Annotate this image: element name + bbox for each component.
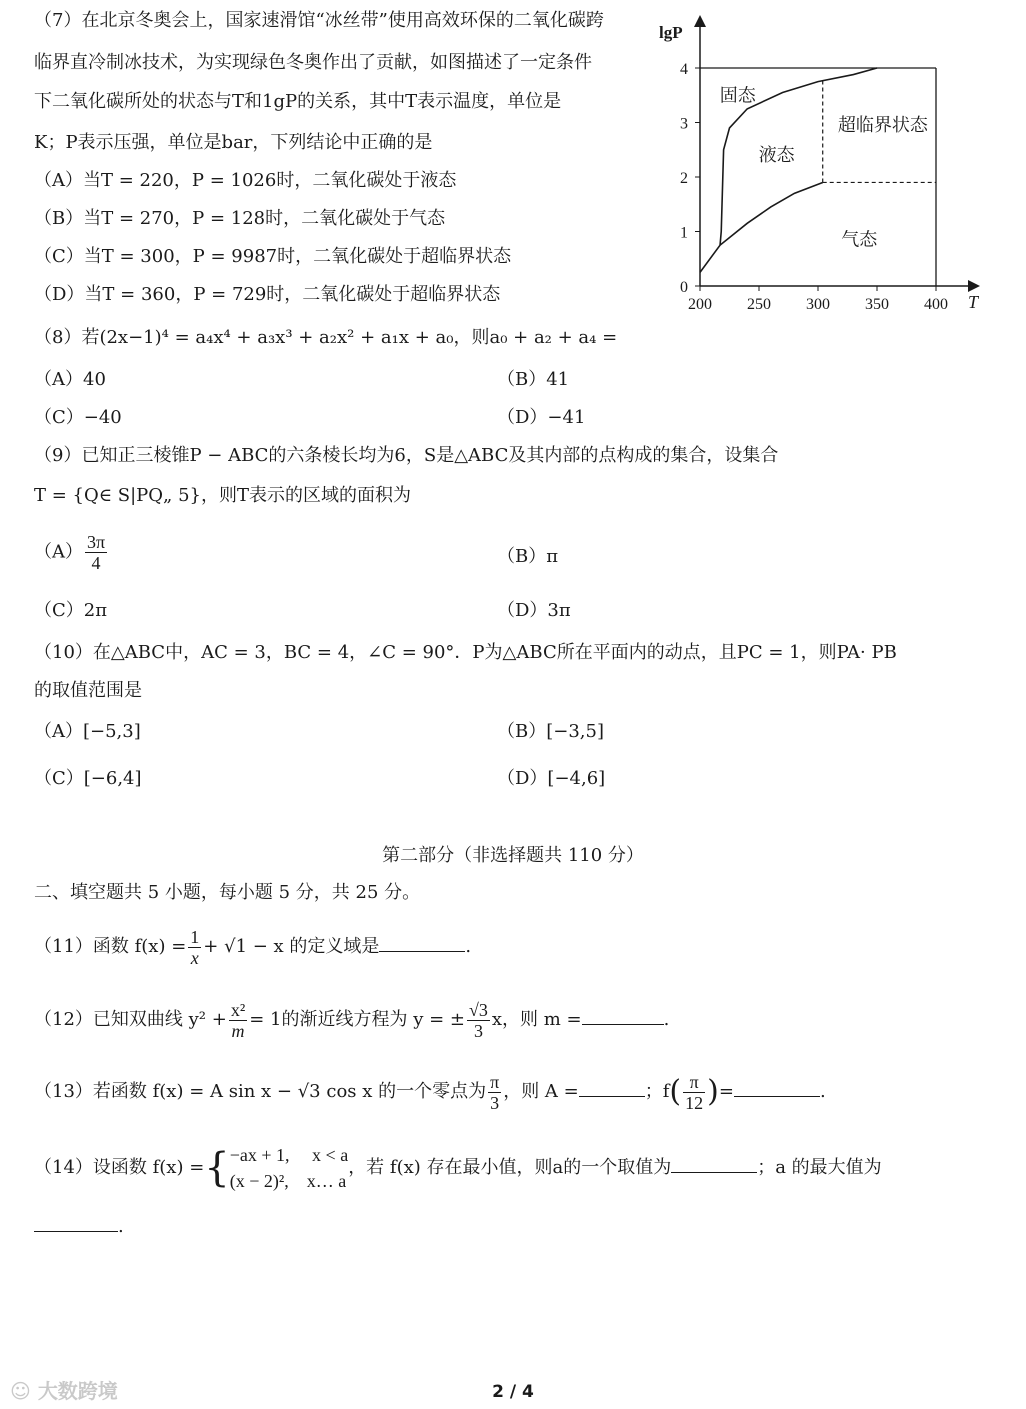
q11-numerator: 1 (190, 926, 200, 947)
q14-brace: { (204, 1145, 230, 1191)
q11-post: + √1 − x 的定义域是 (203, 936, 380, 957)
q10-line-2: 的取值范围是 (34, 680, 142, 701)
q13-end: . (819, 1081, 826, 1102)
q12-numerator-2: √3 (469, 999, 488, 1020)
q9-line-2: T = {Q∈ S|PQ„ 5}，则T表示的区域的面积为 (34, 485, 412, 506)
q12-denominator: m (231, 1020, 245, 1041)
q13-pre: （13）若函数 f(x) = A sin x − √3 cos x 的一个零点为 (34, 1081, 487, 1102)
q13-numerator-2: π (683, 1072, 705, 1093)
q13-sep: ；f (644, 1081, 670, 1102)
page-number: 2 / 4 (492, 1382, 534, 1402)
q14-mid: ；a 的最大值为 (757, 1157, 882, 1178)
x-axis-label: T (968, 292, 979, 312)
q10-line-1: （10）在△ABC中，AC = 3，BC = 4，∠C = 90°．P为△ABC所在平面内的动点，且PC = 1，则PA· PB (34, 642, 897, 663)
q9-option-a-label: （A） (34, 541, 83, 563)
q11 (34, 925, 471, 969)
part2-title: 第二部分（非选择题共 110 分） (382, 845, 644, 866)
q12-answer-blank[interactable] (582, 1006, 664, 1025)
x-tick-label: 350 (865, 296, 889, 313)
q10-option-a: （A）[−5,3] (34, 721, 141, 742)
q13-numerator: π (490, 1071, 500, 1092)
q12-pre: （12）已知双曲线 y² + (34, 1009, 227, 1030)
y-axis-label: lgP (659, 23, 683, 42)
q13-eq: = (718, 1081, 734, 1102)
q14-answer-blank-2[interactable] (34, 1213, 118, 1232)
q7-line-2: 临界直冷制冰技术，为实现绿色冬奥作出了贡献，如图描述了一定条件 (34, 52, 592, 73)
q14-pre: （14）设函数 f(x) = (34, 1157, 205, 1178)
q8-option-a: （A）40 (34, 369, 106, 390)
q7-line-3: 下二氧化碳所处的状态与T和1gP的关系，其中T表示温度，单位是 (34, 91, 562, 112)
watermark-icon: ☺ (10, 1379, 38, 1403)
q11-pre: （11）函数 f(x) = (34, 936, 187, 957)
y-tick-label: 4 (680, 61, 688, 78)
q14-case-2: (x − 2)², x… a (229, 1171, 347, 1191)
q10-option-c: （C）[−6,4] (34, 768, 142, 789)
q12-denominator-2: 3 (473, 1020, 483, 1041)
q13-denominator: 3 (490, 1092, 500, 1113)
q14-continuation (34, 1213, 124, 1240)
region-label: 气态 (841, 229, 878, 251)
q9-option-a-numerator: 3π (87, 532, 106, 552)
q13 (34, 1070, 826, 1114)
q14 (34, 1140, 882, 1196)
x-tick-label: 400 (924, 296, 948, 313)
q13-answer-blank-1[interactable] (579, 1078, 645, 1097)
q12 (34, 998, 669, 1042)
q9-option-a-denominator: 4 (91, 553, 101, 573)
x-tick-label: 200 (688, 296, 712, 313)
q14-end: . (118, 1216, 124, 1237)
q13-mid: ，则 A = (503, 1081, 579, 1102)
q11-answer-blank[interactable] (379, 933, 465, 952)
y-tick-label: 0 (680, 279, 688, 296)
q12-mid: = 1的渐近线方程为 y = ± (249, 1009, 465, 1030)
q10-option-d: （D）[−4,6] (497, 768, 606, 789)
q9-option-d: （D）3π (497, 600, 571, 621)
region-label: 超临界状态 (837, 115, 928, 137)
q14-cases (230, 1142, 348, 1194)
q7-option-c: （C）当T = 300，P = 9987时，二氧化碳处于超临界状态 (34, 246, 512, 267)
q8-option-d: （D）−41 (497, 407, 586, 428)
q13-denominator-2: 12 (685, 1092, 704, 1113)
x-tick-label: 250 (747, 296, 771, 313)
q13-answer-blank-2[interactable] (734, 1078, 820, 1097)
q12-post: x，则 m = (491, 1009, 582, 1030)
q10-option-b: （B）[−3,5] (497, 721, 604, 742)
x-tick-label: 300 (806, 296, 830, 313)
q7-option-d: （D）当T = 360，P = 729时，二氧化碳处于超临界状态 (34, 284, 501, 305)
q14-answer-blank-1[interactable] (671, 1154, 757, 1173)
q12-end: . (663, 1009, 670, 1030)
q12-numerator: x² (230, 999, 246, 1020)
q9-option-a (34, 532, 109, 573)
q14-post: ，若 f(x) 存在最小值，则a的一个取值为 (348, 1157, 672, 1178)
q9-option-b: （B）π (497, 546, 559, 567)
q8-option-b: （B）41 (497, 369, 570, 390)
part2-section-heading: 二、填空题共 5 小题，每小题 5 分，共 25 分。 (34, 882, 421, 903)
q7-line-4: K；P表示压强，单位是bar，下列结论中正确的是 (34, 132, 433, 153)
series-line-2 (700, 182, 823, 272)
q7-line-1: （7）在北京冬奥会上，国家速滑馆“冰丝带”使用高效环保的二氧化碳跨 (34, 10, 604, 31)
q7-option-b: （B）当T = 270，P = 128时，二氧化碳处于气态 (34, 208, 446, 229)
phase-diagram-chart (655, 12, 995, 317)
q9-option-c: （C）2π (34, 600, 108, 621)
y-tick-label: 3 (680, 115, 688, 133)
q13-paren-left: ( (669, 1074, 682, 1109)
y-tick-label: 1 (680, 224, 688, 242)
q8-option-c: （C）−40 (34, 407, 122, 428)
region-label: 液态 (758, 145, 795, 167)
y-tick-label: 2 (680, 170, 688, 187)
q11-denominator: x (190, 947, 199, 968)
q8-stem: （8）若(2x−1)⁴ = a₄x⁴ + a₃x³ + a₂x² + a₁x + a₀，则a₀ + a₂ + a₄ = (34, 327, 618, 348)
q7-option-a: （A）当T = 220，P = 1026时，二氧化碳处于液态 (34, 170, 457, 191)
q11-end: . (465, 936, 472, 957)
q9-line-1: （9）已知正三棱锥P − ABC的六条棱长均为6，S是△ABC及其内部的点构成的集合，设集合 (34, 445, 779, 466)
watermark-text: 大数跨境 (37, 1379, 118, 1403)
region-label: 固态 (719, 85, 756, 107)
q14-case-1: −ax + 1, x < a (229, 1145, 349, 1165)
q13-paren-right: ) (707, 1074, 719, 1109)
